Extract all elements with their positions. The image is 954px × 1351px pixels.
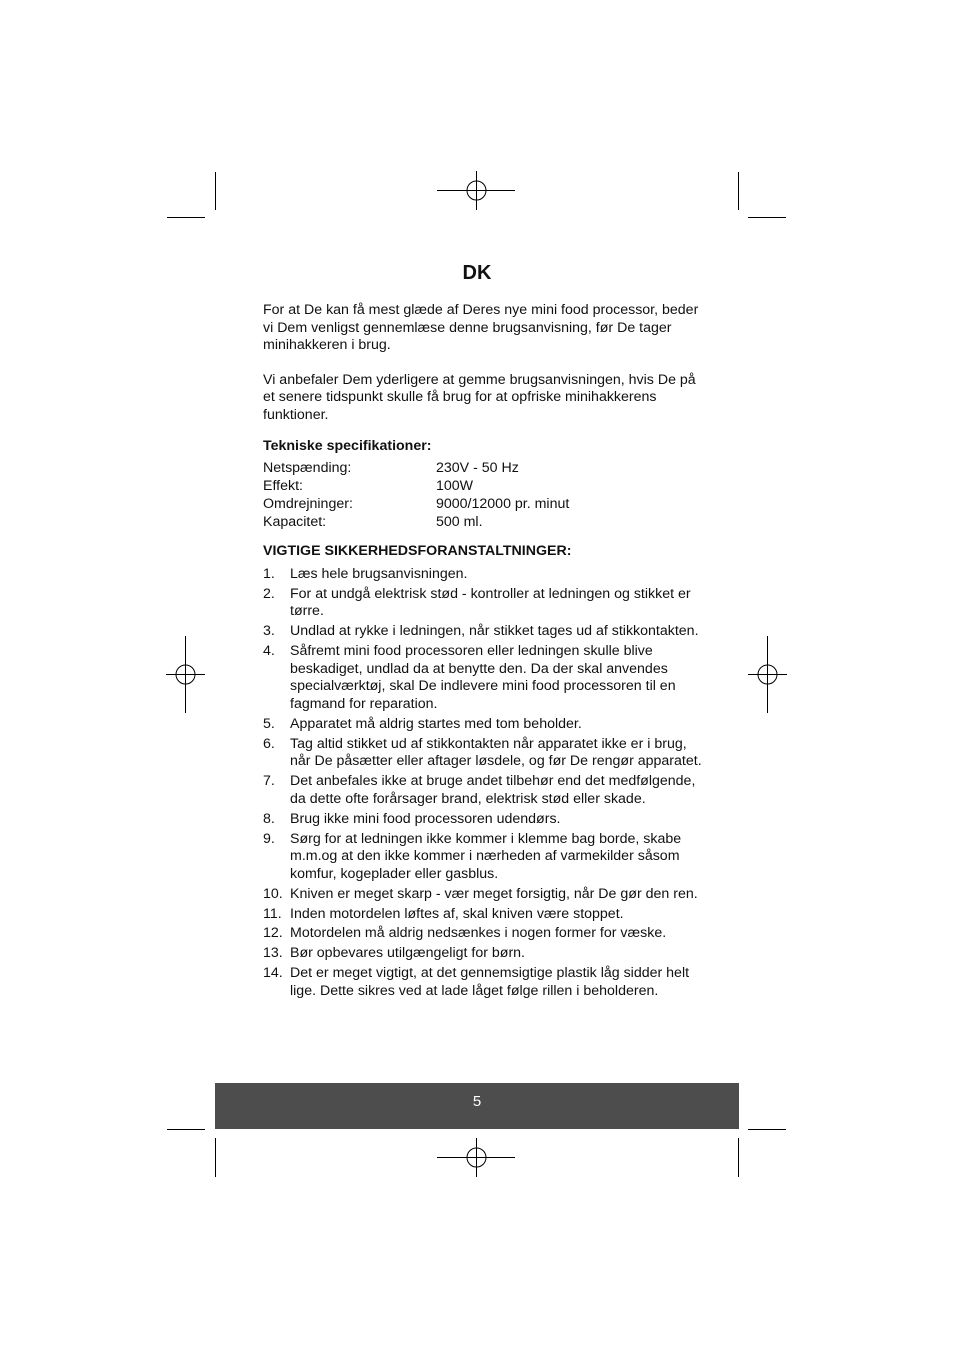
list-item	[263, 773, 703, 808]
item-number: 9.	[263, 830, 275, 847]
item-number: 13.	[263, 945, 283, 962]
crop-mark-bottom-left	[167, 1130, 216, 1178]
item-number: 1.	[263, 565, 275, 582]
item-text: Såfremt mini food processoren eller ledningen skulle blive beskadiget, undlad da at benytte den. Da der skal anvendes specialværktøj, skal De indlevere mini food processoren til en fagmand for reparation.	[290, 643, 676, 712]
list-item	[263, 736, 703, 771]
spec-value: 500 ml.	[436, 513, 483, 530]
registration-mark-bottom	[437, 1138, 515, 1177]
item-text: Det er meget vigtigt, at det gennemsigtige plastik låg sidder helt lige. Dette sikres ved at lade låget følge rillen i beholderen.	[290, 965, 690, 999]
item-text: Motordelen må aldrig nedsænkes i nogen former for væske.	[290, 925, 667, 942]
item-text: Apparatet må aldrig startes med tom beholder.	[290, 715, 582, 732]
item-number: 7.	[263, 773, 275, 790]
item-text: Inden motordelen løftes af, skal kniven være stoppet.	[290, 905, 624, 922]
intro-paragraph-2: Vi anbefaler Dem yderligere at gemme brugsanvisningen, hvis De på et senere tidspunkt skulle få brug for at opfriske minihakkerens funktioner.	[263, 371, 696, 423]
list-item	[263, 586, 703, 621]
list-item	[263, 623, 703, 641]
list-item	[263, 925, 703, 943]
manual-content	[263, 302, 703, 1003]
list-item	[263, 566, 703, 584]
list-item	[263, 811, 703, 829]
item-text: Sørg for at ledningen ikke kommer i klemme bag borde, skabe m.m.og at den ikke kommer i nærheden af varmekilder såsom komfur, kogeplader eller gasblus.	[290, 830, 682, 882]
spec-row	[263, 460, 569, 478]
item-number: 5.	[263, 715, 275, 732]
list-item	[263, 886, 703, 904]
item-text: Bør opbevares utilgængeligt for børn.	[290, 945, 525, 962]
safety-heading: VIGTIGE SIKKERHEDSFORANSTALTNINGER:	[263, 543, 572, 560]
safety-list	[263, 566, 703, 1001]
item-text: Undlad at rykke i ledningen, når stikket tages ud af stikkontakten.	[290, 623, 699, 640]
registration-mark-right	[748, 636, 787, 713]
specs-heading: Tekniske specifikationer:	[263, 437, 432, 454]
item-number: 12.	[263, 925, 283, 942]
crop-mark-bottom-right	[739, 1130, 787, 1178]
footer-band	[215, 1083, 739, 1129]
list-item	[263, 643, 703, 713]
spec-row	[263, 514, 569, 532]
list-item	[263, 965, 703, 1000]
registration-mark-left	[166, 636, 205, 713]
list-item	[263, 831, 703, 884]
item-text: Det anbefales ikke at bruge andet tilbehør end det medfølgende, da dette ofte forårsager brand, elektrisk stød eller skade.	[290, 773, 696, 807]
item-number: 2.	[263, 585, 275, 602]
item-number: 4.	[263, 643, 275, 660]
item-text: Læs hele brugsanvisningen.	[290, 565, 468, 582]
item-text: Tag altid stikket ud af stikkontakten når apparatet ikke er i brug, når De påsætter eller aftager løsdele, og før De rengør apparatet.	[290, 735, 702, 770]
item-number: 6.	[263, 735, 275, 752]
crop-mark-top-left	[167, 172, 216, 218]
spec-label: Omdrejninger:	[263, 495, 353, 512]
spec-label: Netspænding:	[263, 460, 352, 477]
spec-label: Effekt:	[263, 477, 303, 494]
spec-label: Kapacitet:	[263, 513, 327, 530]
list-item	[263, 945, 703, 963]
intro-paragraph-1: For at De kan få mest glæde af Deres nye mini food processor, beder vi Dem venligst gennemlæse denne brugsanvisning, før De tager minihakkeren i brug.	[263, 302, 699, 354]
spec-row	[263, 496, 569, 514]
item-number: 11.	[263, 905, 282, 922]
spec-value: 9000/12000 pr. minut	[436, 495, 570, 512]
specs-table	[263, 460, 569, 531]
item-number: 8.	[263, 810, 275, 827]
list-item	[263, 906, 703, 924]
item-number: 10.	[263, 885, 283, 902]
item-text: For at undgå elektrisk stød - kontroller at ledningen og stikket er tørre.	[290, 585, 691, 620]
spec-value: 230V - 50 Hz	[436, 460, 519, 477]
item-text: Kniven er meget skarp - vær meget forsigtig, når De gør den ren.	[290, 885, 698, 902]
crop-mark-top-right	[739, 172, 787, 218]
spec-row	[263, 478, 569, 496]
language-heading: DK	[462, 262, 492, 284]
list-item	[263, 716, 703, 734]
item-number: 3.	[263, 623, 275, 640]
registration-mark-top	[437, 171, 515, 210]
page-number: 5	[472, 1093, 482, 1110]
spec-value: 100W	[436, 477, 474, 494]
item-number: 14.	[263, 965, 283, 982]
item-text: Brug ikke mini food processoren udendørs.	[290, 810, 561, 827]
